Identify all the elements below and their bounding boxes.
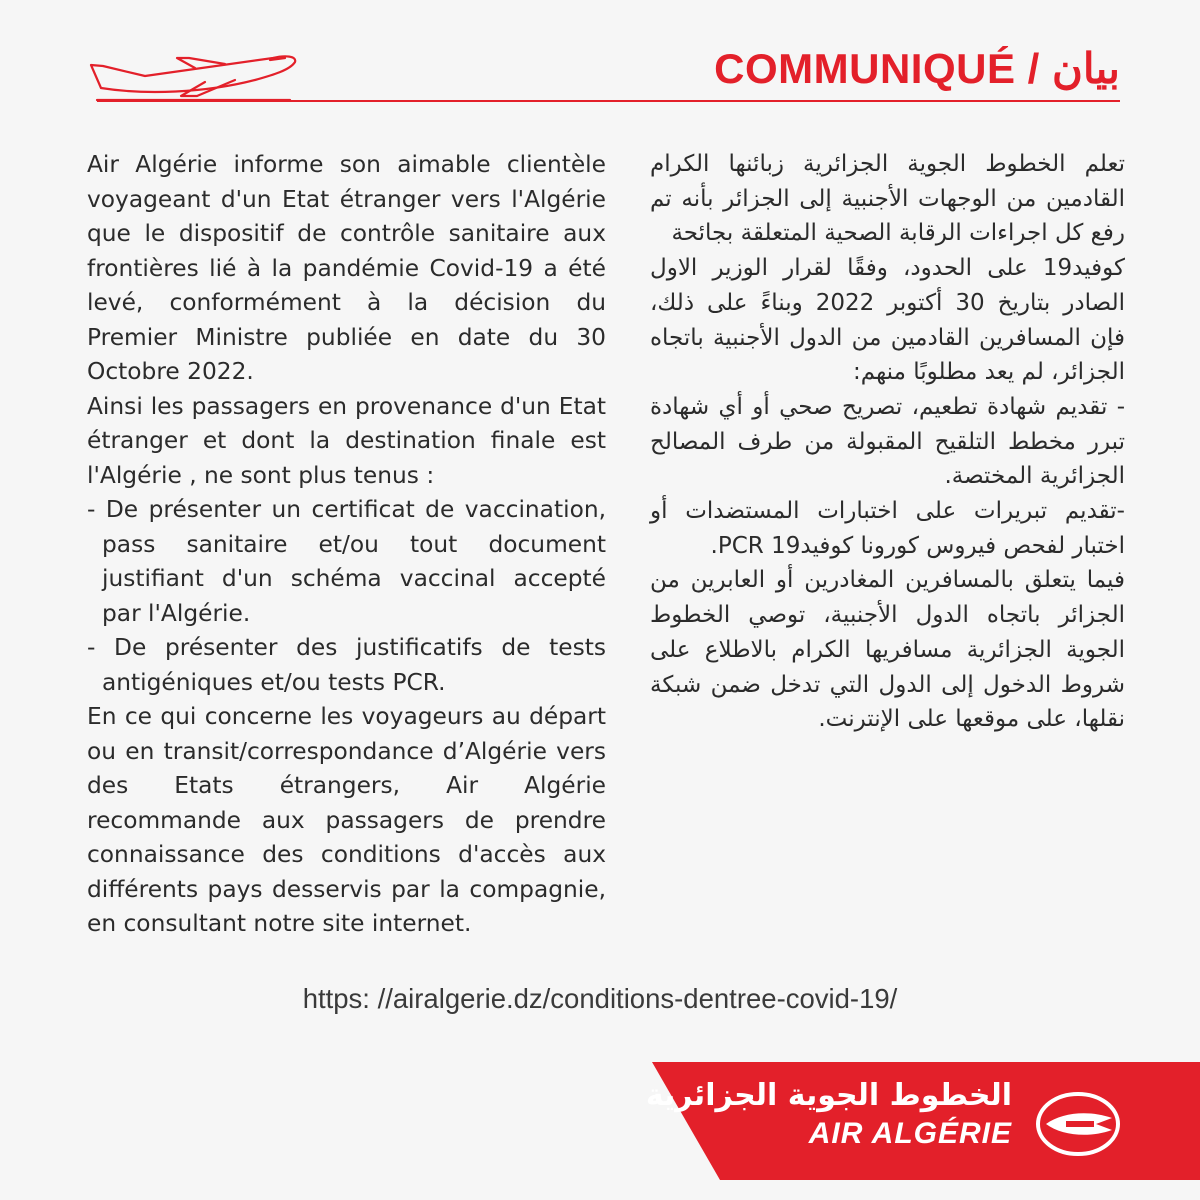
- brand-name-latin: AIR ALGÉRIE: [808, 1117, 1012, 1150]
- fr-paragraph-passengers: Ainsi les passagers en provenance d'un Etat étranger et dont la destination finale est l'Algérie , ne sont plus tenus :: [87, 392, 606, 489]
- ar-bullet-vaccination: - تقديم شهادة تطعيم، تصريح صحي أو أي شهادة تبرر مخطط التلقيح المقبولة من طرف المصالح الجزائرية المختصة.: [650, 393, 1125, 490]
- page-title: COMMUNIQUÉ / بيان: [714, 45, 1120, 92]
- header-divider: [97, 100, 1120, 102]
- arabic-column: [650, 147, 1125, 737]
- air-algerie-logo-icon: [1032, 1088, 1124, 1160]
- fr-bullet-vaccination: - De présenter un certificat de vaccination, pass sanitaire et/ou tout document justifiant d'un schéma vaccinal accepté par l'Algérie.: [87, 496, 606, 627]
- brand-name-arabic: الخطوط الجوية الجزائرية: [645, 1078, 1012, 1113]
- ar-paragraph-decision: كوفيد19 على الحدود، وفقًا لقرار الوزير الاول الصادر بتاريخ 30 أكتوبر 2022 وبناءً على ذلك، فإن المسافرين القادمين من الدول الأجنبية باتجاه الجزائر، لم يعد مطلوبًا منهم:: [650, 255, 1125, 386]
- footer-red-band: [0, 1062, 1200, 1180]
- airplane-outline-icon: [85, 50, 300, 106]
- french-column: [76, 148, 606, 942]
- fr-paragraph-intro: Air Algérie informe son aimable clientèle voyageant d'un Etat étranger vers l'Algérie que le dispositif de contrôle sanitaire aux frontières lié à la pandémie Covid-19 a été levé, conformément à la décision du Premier Ministre publiée en date du 30 Octobre 2022.: [87, 151, 606, 385]
- conditions-link[interactable]: https: //airalgerie.dz/conditions-dentree-covid-19/: [302, 983, 898, 1014]
- fr-paragraph-departures: En ce qui concerne les voyageurs au départ ou en transit/correspondance d’Algérie vers des Etats étrangers, Air Algérie recommande aux passagers de prendre connaissance des conditions d'accès aux différents pays desservis par la compagnie, en consultant notre site internet.: [87, 703, 606, 937]
- ar-paragraph-departures: فيما يتعلق بالمسافرين المغادرين أو العابرين من الجزائر باتجاه الدول الأجنبية، توصي الخطوط الجوية الجزائرية مسافريها الكرام بالاطلاع على شروط الدخول إلى الدول التي تدخل ضمن شبكة نقلها، على موقعها على الإنترنت.: [650, 567, 1125, 733]
- ar-bullet-tests: -تقديم تبريرات على اختبارات المستضدات أو اختبار لفحص فيروس كورونا كوفيد19 PCR.: [650, 498, 1125, 559]
- fr-bullet-tests: - De présenter des justificatifs de tests antigéniques et/ou tests PCR.: [87, 634, 606, 696]
- ar-paragraph-intro: تعلم الخطوط الجوية الجزائرية زبائنها الكرام القادمين من الوجهات الأجنبية إلى الجزائر بأنه تم رفع كل اجراءات الرقابة الصحية المتعلقة بجائحة: [650, 151, 1125, 247]
